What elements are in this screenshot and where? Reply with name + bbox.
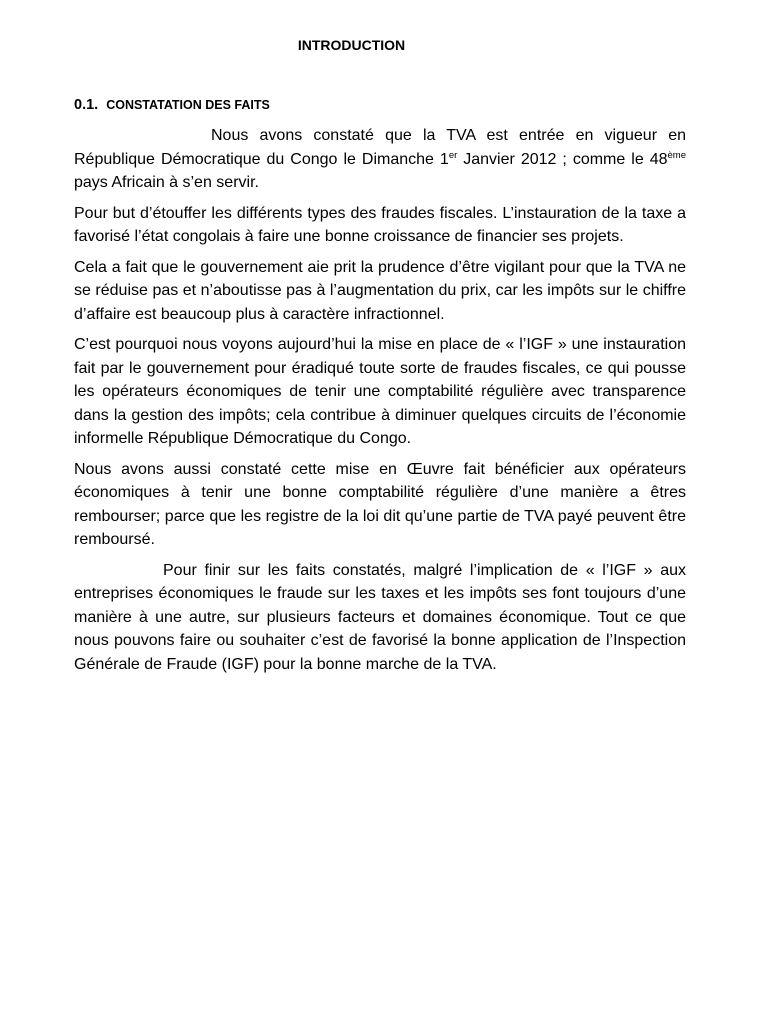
- paragraph-1-text-a: Nous avons constaté que la TVA est entrée en vigueur en République Démocratique du Congo le Dimanche 1: [74, 127, 686, 168]
- section-heading-text: CONSTATATION DES FAITS: [106, 98, 270, 112]
- section-heading: [74, 95, 270, 115]
- superscript-eme: ème: [667, 149, 686, 161]
- paragraph-1: [74, 124, 686, 195]
- page-title: INTRODUCTION: [297, 37, 406, 53]
- paragraph-4: C’est pourquoi nous voyons aujourd’hui la mise en place de « l’IGF » une instauration fait par le gouvernement pour éradiqué toute sorte de fraudes fiscales, ce qui pousse les opérateurs économiques de tenir une comptabilité régulière avec transparence dans la gestion des impôts; cela contribue à diminuer quelques circuits de l’économie informelle République Démocratique du Congo.: [74, 336, 686, 447]
- section-number: 0.1.: [74, 97, 99, 113]
- paragraph-3: Cela a fait que le gouvernement aie prit la prudence d’être vigilant pour que la TVA ne se réduise pas et n’aboutisse pas à l’augmentation du prix, car les impôts sur le chiffre d’affaire est beaucoup plus à caractère infractionnel.: [74, 258, 686, 323]
- paragraph-2: Pour but d’étouffer les différents types des fraudes fiscales. L’instauration de la taxe a favorisé l’état congolais à faire une bonne croissance de financier ses projets.: [74, 204, 686, 245]
- paragraph-5: Nous avons aussi constaté cette mise en Œuvre fait bénéficier aux opérateurs économiques à tenir une bonne comptabilité régulière d’une manière a êtres rembourser; parce que les registre de la loi dit qu’une partie de TVA payé peuvent être remboursé.: [74, 460, 686, 548]
- paragraph-1-text-b: Janvier 2012 ; comme le 48: [457, 150, 668, 168]
- paragraph-1-text-c: pays Africain à s’en servir.: [74, 174, 259, 191]
- body-text: [74, 124, 686, 683]
- superscript-er: er: [448, 149, 458, 161]
- paragraph-6: Pour finir sur les faits constatés, malgré l’implication de « l’IGF » aux entreprises économiques le fraude sur les taxes et les impôts ses font toujours d’une manière à une autre, sur plusieurs facteurs et domaines économique. Tout ce que nous pouvons faire ou souhaiter c’est de favorisé la bonne application de l’Inspection Générale de Fraude (IGF) pour la bonne marche de la TVA.: [74, 561, 686, 673]
